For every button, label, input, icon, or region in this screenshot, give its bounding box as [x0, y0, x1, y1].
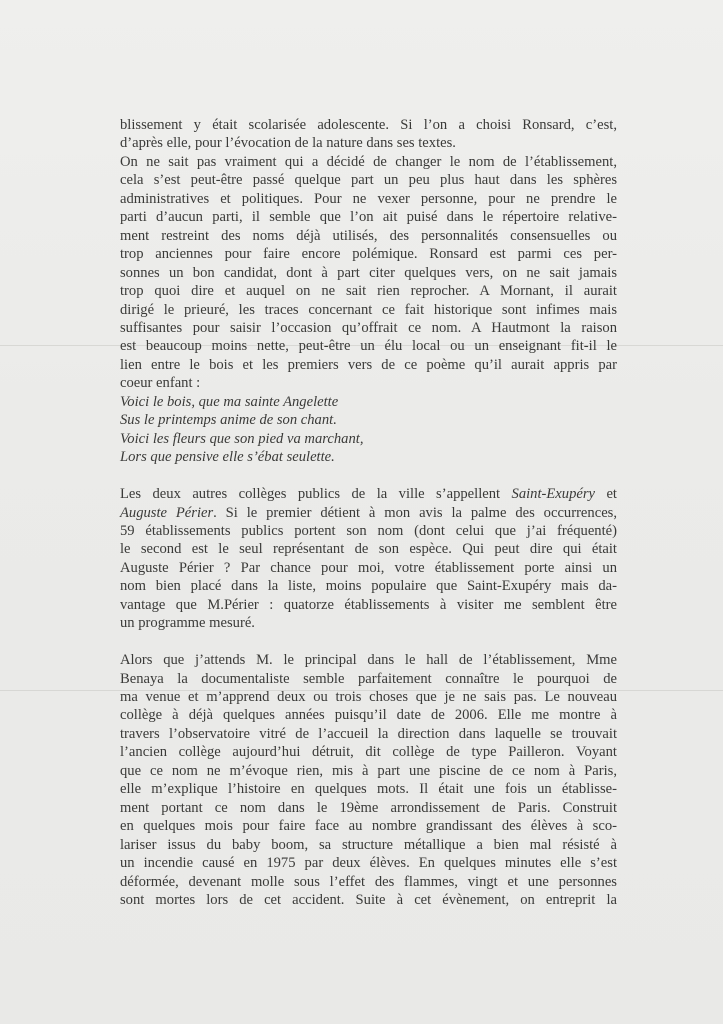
text-line: 59 établissements publics portent son nom (dont celui que j’ai fréquenté) — [120, 522, 617, 539]
paragraph-3 — [120, 485, 617, 633]
verse-line: Lors que pensive elle s’ébat seulette. — [120, 449, 335, 466]
text-line: Alors que j’attends M. le principal dans le hall de l’établissement, Mme — [120, 652, 617, 669]
text-line: vantage que M.Périer : quatorze établissements à visiter me semblent être — [120, 596, 617, 613]
document-body — [120, 116, 617, 909]
text-line: suffisantes pour saisir l’occasion qu’offrait ce nom. A Hautmont la raison — [120, 319, 617, 336]
verse-line: Voici les fleurs que son pied va marchant, — [120, 430, 364, 447]
text-line: déformée, devenant molle sous l’effet des flammes, vingt et une personnes — [120, 873, 617, 890]
paragraph-spacer — [120, 633, 617, 651]
verse-line: Sus le printemps anime de son chant. — [120, 412, 337, 429]
text-line: ment portant ce nom dans le 19ème arrondissement de Paris. Construit — [120, 799, 617, 816]
text-line: cela s’est peut-être passé quelque part un peu plus haut dans les sphères — [120, 172, 617, 189]
text-line: Auguste Périer ? Par chance pour moi, votre établissement porte ainsi un — [120, 559, 617, 576]
paragraph-2 — [120, 153, 617, 393]
text-run: . Si le premier détient à mon avis la palme des occurrences, — [213, 504, 617, 521]
college-name-auguste-perier: Auguste Périer — [120, 504, 214, 521]
text-line: collège à déjà quelques années puisqu’il date de 2006. Elle me montre à — [120, 707, 617, 724]
text-line: en quelques mois pour faire face au nombre grandissant des élèves à sco- — [120, 818, 617, 835]
verse-line: Voici le bois, que ma sainte Angelette — [120, 393, 339, 410]
text-line: blissement y était scolarisée adolescente. Si l’on a choisi Ronsard, c’est, — [120, 117, 617, 133]
text-line: elle m’explique l’histoire en quelques mots. Il était une fois un établisse- — [120, 781, 617, 798]
text-run: Les deux autres collèges publics de la ville s’appellent — [120, 486, 512, 503]
text-line: Benaya la documentaliste semble parfaitement connaître le pourquoi de — [120, 670, 617, 687]
text-run: et — [595, 486, 617, 503]
text-line: trop anciennes pour faire encore polémique. Ronsard est parmi ces per- — [120, 246, 617, 263]
text-line: le second est le seul représentant de son espèce. Qui peut dire qui était — [120, 541, 617, 558]
text-line: ma venue et m’apprend deux ou trois choses que je ne sais pas. Le nouveau — [120, 689, 617, 706]
text-line: lariser issus du baby boom, sa structure métallique a bien mal résisté à — [120, 836, 617, 853]
text-line: nom bien placé dans la liste, moins populaire que Saint-Exupéry mais da- — [120, 578, 617, 595]
poem-verse — [120, 393, 617, 467]
text-line: sonnes un bon candidat, dont à part citer quelques vers, on ne sait jamais — [120, 264, 617, 281]
text-line: parti d’aucun parti, il semble que l’on ait puisé dans le répertoire relative- — [120, 209, 617, 226]
text-line: est beaucoup moins nette, peut-être un élu local ou un enseignant fit-il le — [120, 338, 617, 355]
text-line: l’ancien collège aujourd’hui détruit, dit collège de type Pailleron. Voyant — [120, 744, 617, 761]
text-line: trop quoi dire et auquel on ne sait rien reprocher. A Mornant, il aurait — [120, 283, 617, 300]
text-line — [120, 485, 617, 503]
paragraph-spacer — [120, 467, 617, 485]
text-line: sont mortes lors de cet accident. Suite à cet évènement, on entreprit la — [120, 892, 617, 908]
text-line: ment restreint des noms déjà utilisés, des personnalités consensuelles ou — [120, 227, 617, 244]
text-line: administratives et politiques. Pour ne vexer personne, pour ne prendre le — [120, 190, 617, 207]
text-line: On ne sait pas vraiment qui a décidé de changer le nom de l’établissement, — [120, 153, 617, 170]
college-name-saint-exupery: Saint-Exupéry — [511, 486, 596, 503]
text-line: travers l’observatoire vitré de l’accueil la direction dans laquelle se trouvait — [120, 725, 617, 742]
text-line: lien entre le bois et les premiers vers de ce poème qu’il aurait appris par — [120, 356, 617, 373]
text-line: un incendie causé en 1975 par deux élèves. En quelques minutes elle s’est — [120, 855, 617, 872]
text-line: un programme mesuré. — [120, 615, 255, 632]
paragraph-1 — [120, 116, 617, 153]
text-line: coeur enfant : — [120, 375, 201, 392]
text-line: dirigé le prieuré, les traces concernant ce fait historique sont infimes mais — [120, 301, 617, 318]
text-line — [120, 504, 617, 522]
text-line: d’après elle, pour l’évocation de la nature dans ses textes. — [120, 135, 456, 152]
paragraph-4 — [120, 651, 617, 909]
text-line: que ce nom ne m’évoque rien, mis à part une piscine de ce nom à Paris, — [120, 762, 617, 779]
